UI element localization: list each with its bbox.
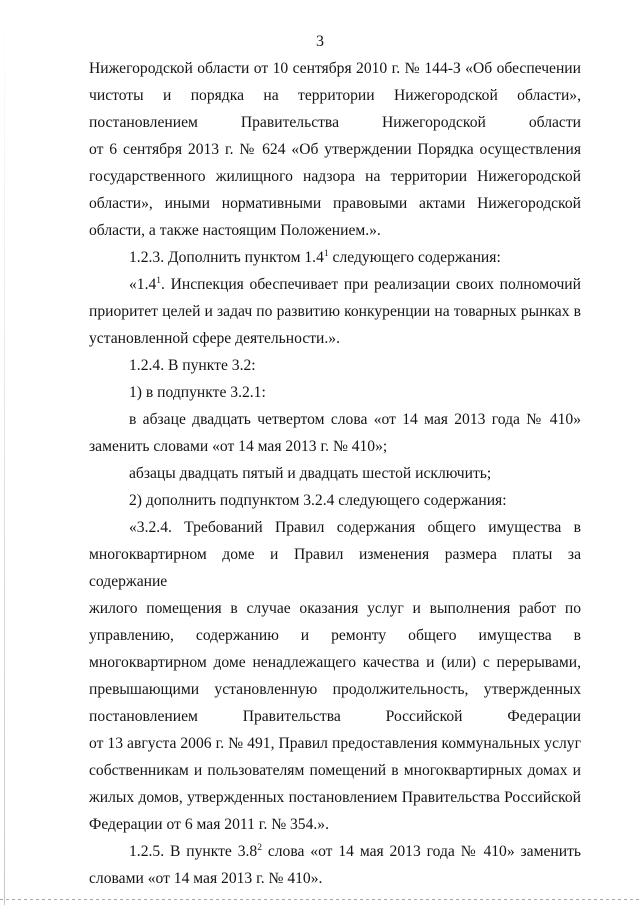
paragraph-1-2-4: 1.2.4. В пункте 3.2: (129, 357, 256, 374)
superscript: 1 (323, 249, 329, 259)
paragraph-1-2-3 (89, 244, 581, 271)
superscript: 2 (257, 843, 262, 853)
paragraph-text: 1.2.3. Дополнить пунктом 1.4 (129, 249, 324, 266)
text-line: жилых домов, утвержденных постановлением Правительства Российской (89, 789, 581, 806)
superscript: 1 (156, 276, 162, 286)
text-line: области, а также настоящим Положением.». (89, 222, 381, 239)
paragraph-text: «1.4 (129, 276, 157, 293)
paragraph-text: следующего содержания: (328, 249, 501, 266)
paragraph-text: . Инспекция обеспечивает при реализации своих полномочий приоритет целей и задач по развитию конкуренции на товарных рынках в установленной сфере деятельности.». (89, 276, 581, 347)
page-number: 3 (316, 33, 324, 50)
text-line: жилого помещения в случае оказания услуг и выполнения работ по (89, 600, 581, 617)
text-line: «3.2.4. Требований Правил содержания общего имущества в (129, 519, 581, 536)
text-line: постановлением Правительства Нижегородской области (89, 114, 581, 131)
text-line: превышающими установленную продолжительность, утвержденных (89, 681, 581, 698)
text-line: Нижегородской области от 10 сентября 2010 г. № 144-З «Об обеспечении (89, 60, 581, 77)
text-line: области», иными нормативными правовыми актами Нижегородской (89, 195, 581, 212)
document-body (89, 55, 581, 892)
text-line: собственникам и пользователям помещений в многоквартирных домах и (89, 762, 581, 779)
text-line: многоквартирном доме ненадлежащего качества и (или) с перерывами, (89, 654, 581, 671)
paragraph-quote-1-4-1 (89, 271, 581, 352)
paragraph-subitem-2: 2) дополнить подпунктом 3.2.4 следующего содержания: (129, 492, 507, 509)
text-line: Федерации от 6 мая 2011 г. № 354.». (89, 816, 329, 833)
text-line: управлению, содержанию и ремонту общего имущества в (89, 627, 581, 644)
paragraph-text: слова «от 14 мая 2013 года № 410» заменить словами «от 14 мая 2013 г. № 410». (89, 843, 581, 887)
paragraph-exclude: абзацы двадцать пятый и двадцать шестой исключить; (129, 465, 492, 482)
paragraph-text: 1.2.5. В пункте 3.8 (129, 843, 258, 860)
paragraph-1-2-5 (89, 838, 581, 892)
text-line: многоквартирном доме и Правил изменения размера платы за содержание (89, 546, 581, 590)
paragraph-quote-3-2-4 (89, 514, 581, 838)
text-line: чистоты и порядка на территории Нижегородской области», (89, 87, 581, 104)
text-line: от 13 августа 2006 г. № 491, Правил предоставления коммунальных услуг (89, 735, 581, 752)
scan-edge-bottom (0, 899, 640, 900)
text-line: государственного жилищного надзора на территории Нижегородской (89, 168, 581, 185)
paragraph-replace-words: в абзаце двадцать четвертом слова «от 14 мая 2013 года № 410» заменить словами «от 14 мая 2013 г. № 410»; (89, 411, 581, 455)
paragraph-continuation (89, 55, 581, 244)
paragraph-subitem-1: 1) в подпункте 3.2.1: (129, 384, 266, 401)
scan-edge-left (4, 0, 5, 905)
text-line: постановлением Правительства Российской Федерации (89, 708, 581, 725)
text-line: от 6 сентября 2013 г. № 624 «Об утверждении Порядка осуществления (89, 141, 581, 158)
